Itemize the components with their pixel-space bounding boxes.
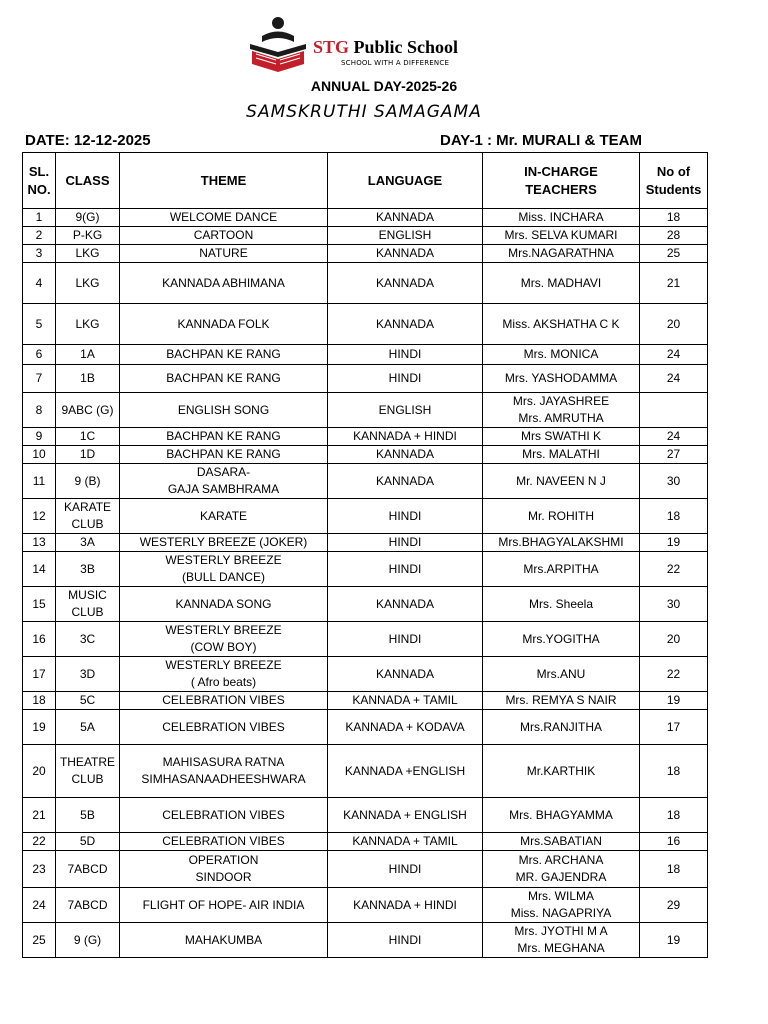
cell-teachers-line: Mrs. WILMA <box>528 889 594 903</box>
cell-theme <box>120 345 328 365</box>
cell-teachers-line: Mrs. MALATHI <box>522 447 600 461</box>
cell-students: 19 <box>640 692 708 710</box>
cell-teachers-line: Mrs.ARPITHA <box>523 561 599 576</box>
cell-students <box>640 393 708 428</box>
cell-theme-line: BACHPAN KE RANG <box>166 347 281 361</box>
cell-sl-no: 19 <box>23 710 56 745</box>
cell-teachers-line: Mrs.BHAGYALAKSHMI <box>498 535 624 549</box>
header-sl-line2: NO. <box>27 181 51 197</box>
cell-theme-line: DASARA- <box>196 465 251 479</box>
cell-teachers-line: Mrs SWATHI K <box>521 429 601 443</box>
table-row <box>23 263 708 304</box>
cell-class-line: CLUB <box>71 605 104 619</box>
cell-class-line: 7ABCD <box>67 861 108 876</box>
cell-students: 18 <box>640 499 708 534</box>
cell-theme <box>120 534 328 552</box>
cell-teachers <box>483 888 640 923</box>
cell-class-line: 1C <box>79 429 96 443</box>
cell-class <box>56 209 120 227</box>
cell-class <box>56 888 120 923</box>
cell-teachers-line: MR. GAJENDRA <box>515 870 607 884</box>
cell-class <box>56 622 120 657</box>
cell-teachers <box>483 622 640 657</box>
cell-students: 25 <box>640 245 708 263</box>
cell-class-line: 7ABCD <box>67 897 108 912</box>
cell-class-line: KARATE <box>63 500 112 514</box>
cell-theme <box>120 464 328 499</box>
cell-theme-line: BACHPAN KE RANG <box>166 371 281 385</box>
cell-theme <box>120 923 328 958</box>
cell-teachers <box>483 428 640 446</box>
cell-theme <box>120 304 328 345</box>
cell-sl-no: 14 <box>23 552 56 587</box>
cell-class <box>56 657 120 692</box>
cell-class-line: 1D <box>79 447 96 461</box>
cell-theme <box>120 263 328 304</box>
cell-class <box>56 851 120 888</box>
cell-teachers-line: Miss. NAGAPRIYA <box>510 906 612 920</box>
cell-teachers-line: Mr. ROHITH <box>528 508 594 523</box>
cell-teachers <box>483 587 640 622</box>
cell-students: 24 <box>640 428 708 446</box>
cell-language: KANNADA +ENGLISH <box>328 745 483 798</box>
cell-class <box>56 428 120 446</box>
cell-class <box>56 710 120 745</box>
cell-class <box>56 304 120 345</box>
cell-theme <box>120 446 328 464</box>
cell-students: 19 <box>640 534 708 552</box>
cell-theme <box>120 428 328 446</box>
header-sl-no <box>23 153 56 209</box>
cell-class <box>56 534 120 552</box>
cell-class <box>56 798 120 833</box>
cell-teachers-line: Mrs.NAGARATHNA <box>508 246 614 260</box>
cell-teachers <box>483 851 640 888</box>
cell-teachers <box>483 304 640 345</box>
cell-students: 30 <box>640 587 708 622</box>
cell-teachers <box>483 263 640 304</box>
cell-class <box>56 227 120 245</box>
header-teachers-line2: TEACHERS <box>525 181 597 197</box>
cell-teachers-line: Mrs.ANU <box>536 666 586 681</box>
program-name: SAMSKRUTHI SAMAGAMA <box>246 102 482 122</box>
cell-class-line: CLUB <box>71 517 104 531</box>
cell-teachers-line: Mr.KARTHIK <box>526 763 596 778</box>
cell-theme <box>120 833 328 851</box>
cell-language: KANNADA <box>328 245 483 263</box>
cell-class-line: 3C <box>79 631 96 646</box>
cell-language: ENGLISH <box>328 227 483 245</box>
table-row <box>23 304 708 345</box>
cell-sl-no: 24 <box>23 888 56 923</box>
cell-sl-no: 16 <box>23 622 56 657</box>
cell-theme <box>120 393 328 428</box>
book-reader-icon <box>248 16 310 74</box>
cell-teachers <box>483 365 640 393</box>
cell-theme-line: NATURE <box>199 246 248 260</box>
cell-language: HINDI <box>328 622 483 657</box>
cell-teachers <box>483 464 640 499</box>
cell-language: KANNADA <box>328 263 483 304</box>
cell-language: HINDI <box>328 923 483 958</box>
cell-sl-no: 23 <box>23 851 56 888</box>
table-row <box>23 345 708 365</box>
cell-theme-line: (BULL DANCE) <box>182 570 265 584</box>
header-class: CLASS <box>56 153 120 209</box>
cell-theme-line: MAHISASURA RATNA <box>162 755 285 769</box>
cell-class-line: P-KG <box>72 228 103 242</box>
cell-class <box>56 833 120 851</box>
cell-theme-line: WESTERLY BREEZE <box>165 553 282 567</box>
cell-sl-no: 2 <box>23 227 56 245</box>
cell-class <box>56 745 120 798</box>
table-row <box>23 798 708 833</box>
table-row <box>23 923 708 958</box>
cell-teachers-line: Miss. INCHARA <box>518 210 604 224</box>
cell-teachers-line: Mrs. JAYASHREE <box>512 394 610 408</box>
cell-theme <box>120 227 328 245</box>
cell-class <box>56 692 120 710</box>
cell-language: KANNADA <box>328 587 483 622</box>
table-row <box>23 622 708 657</box>
cell-theme <box>120 245 328 263</box>
day-team: DAY-1 : Mr. MURALI & TEAM <box>440 132 642 149</box>
cell-sl-no: 5 <box>23 304 56 345</box>
header-sl-line1: SL. <box>28 163 50 179</box>
table-row <box>23 692 708 710</box>
cell-class <box>56 345 120 365</box>
header-language: LANGUAGE <box>328 153 483 209</box>
cell-teachers-line: Mrs. SELVA KUMARI <box>504 228 618 242</box>
cell-students: 27 <box>640 446 708 464</box>
event-title: ANNUAL DAY-2025-26 <box>310 78 458 94</box>
header-students-line2: Students <box>645 181 702 197</box>
cell-class <box>56 587 120 622</box>
cell-teachers <box>483 345 640 365</box>
cell-teachers <box>483 393 640 428</box>
cell-language: KANNADA <box>328 657 483 692</box>
cell-language: HINDI <box>328 552 483 587</box>
cell-sl-no: 10 <box>23 446 56 464</box>
cell-teachers <box>483 499 640 534</box>
cell-teachers-line: Mr. NAVEEN N J <box>516 473 606 488</box>
cell-class-line: LKG <box>75 275 100 290</box>
cell-sl-no: 17 <box>23 657 56 692</box>
table-row <box>23 534 708 552</box>
cell-class-line: LKG <box>75 246 100 260</box>
cell-students: 18 <box>640 209 708 227</box>
cell-class <box>56 263 120 304</box>
cell-theme <box>120 587 328 622</box>
table-row <box>23 833 708 851</box>
cell-theme-line: BACHPAN KE RANG <box>166 429 281 443</box>
cell-teachers <box>483 209 640 227</box>
cell-students: 18 <box>640 745 708 798</box>
cell-teachers-line: Miss. AKSHATHA C K <box>502 316 620 331</box>
cell-sl-no: 8 <box>23 393 56 428</box>
cell-class <box>56 464 120 499</box>
cell-theme-line: MAHAKUMBA <box>184 932 263 947</box>
cell-class-line: 9 (B) <box>74 473 101 488</box>
cell-class-line: 9ABC (G) <box>61 402 114 417</box>
cell-teachers <box>483 833 640 851</box>
cell-theme <box>120 888 328 923</box>
cell-class <box>56 245 120 263</box>
cell-teachers-line: Mrs. MEGHANA <box>517 941 605 955</box>
cell-sl-no: 20 <box>23 745 56 798</box>
cell-theme <box>120 851 328 888</box>
cell-teachers <box>483 446 640 464</box>
cell-language: KANNADA <box>328 464 483 499</box>
cell-theme-line: ( Afro beats) <box>190 675 257 689</box>
cell-class-line: LKG <box>75 316 100 331</box>
cell-class <box>56 365 120 393</box>
table-row <box>23 587 708 622</box>
cell-class-line: MUSIC <box>68 588 107 602</box>
table-row <box>23 393 708 428</box>
school-name-prefix: STG <box>313 37 350 57</box>
cell-theme <box>120 745 328 798</box>
cell-class-line: 5D <box>79 834 96 848</box>
cell-language: KANNADA + HINDI <box>328 428 483 446</box>
cell-language: KANNADA + TAMIL <box>328 833 483 851</box>
cell-language: ENGLISH <box>328 393 483 428</box>
cell-theme-line: FLIGHT OF HOPE- AIR INDIA <box>142 897 305 912</box>
cell-students: 18 <box>640 798 708 833</box>
cell-students: 22 <box>640 552 708 587</box>
cell-teachers-line: Mrs.YOGITHA <box>522 631 600 646</box>
cell-sl-no: 3 <box>23 245 56 263</box>
cell-theme-line: BACHPAN KE RANG <box>166 447 281 461</box>
cell-sl-no: 4 <box>23 263 56 304</box>
cell-language: KANNADA + HINDI <box>328 888 483 923</box>
cell-theme-line: CELEBRATION VIBES <box>162 719 285 734</box>
cell-theme-line: (COW BOY) <box>190 640 257 654</box>
cell-theme <box>120 692 328 710</box>
cell-sl-no: 25 <box>23 923 56 958</box>
cell-class-line: THEATRE <box>59 755 116 769</box>
cell-sl-no: 18 <box>23 692 56 710</box>
table-row <box>23 552 708 587</box>
cell-sl-no: 11 <box>23 464 56 499</box>
cell-theme-line: SINDOOR <box>195 870 252 884</box>
cell-theme-line: KANNADA ABHIMANA <box>162 275 285 290</box>
table-row <box>23 851 708 888</box>
table-row <box>23 245 708 263</box>
cell-teachers-line: Mrs. Sheela <box>528 596 594 611</box>
cell-theme-line: WESTERLY BREEZE <box>165 658 282 672</box>
cell-students: 16 <box>640 833 708 851</box>
cell-class-line: 9 (G) <box>73 932 102 947</box>
cell-sl-no: 9 <box>23 428 56 446</box>
table-body <box>23 209 708 958</box>
cell-students: 30 <box>640 464 708 499</box>
cell-class-line: 5B <box>80 807 95 822</box>
cell-students: 21 <box>640 263 708 304</box>
school-name-rest: Public School <box>349 37 459 57</box>
cell-theme <box>120 209 328 227</box>
cell-teachers-line: Mrs. REMYA S NAIR <box>505 693 617 707</box>
cell-theme-line: WESTERLY BREEZE <box>165 623 282 637</box>
cell-teachers-line: Mrs. JYOTHI M A <box>514 924 608 938</box>
table-row <box>23 710 708 745</box>
cell-teachers <box>483 227 640 245</box>
cell-language: HINDI <box>328 345 483 365</box>
cell-theme <box>120 798 328 833</box>
cell-teachers-line: Mrs. MADHAVI <box>520 275 602 290</box>
cell-students: 18 <box>640 851 708 888</box>
cell-class <box>56 552 120 587</box>
table-row <box>23 657 708 692</box>
event-date: DATE: 12-12-2025 <box>25 132 151 149</box>
cell-teachers-line: Mrs. AMRUTHA <box>518 411 604 425</box>
school-tagline: SCHOOL WITH A DIFFERENCE <box>341 59 450 67</box>
cell-students: 24 <box>640 365 708 393</box>
cell-theme-line: GAJA SAMBHRAMA <box>167 482 280 496</box>
cell-class-line: 1B <box>80 371 95 385</box>
cell-language: KANNADA + ENGLISH <box>328 798 483 833</box>
cell-teachers-line: Mrs. ARCHANA <box>518 853 604 867</box>
cell-teachers <box>483 657 640 692</box>
table-row <box>23 428 708 446</box>
cell-language: HINDI <box>328 851 483 888</box>
cell-class-line: 3D <box>79 666 96 681</box>
cell-students: 20 <box>640 622 708 657</box>
cell-students: 24 <box>640 345 708 365</box>
cell-sl-no: 22 <box>23 833 56 851</box>
cell-students: 19 <box>640 923 708 958</box>
cell-theme-line: KARATE <box>199 508 248 523</box>
cell-theme-line: KANNADA FOLK <box>177 316 270 331</box>
table-header-row <box>23 153 708 209</box>
table-row <box>23 227 708 245</box>
cell-teachers-line: Mrs.SABATIAN <box>520 834 602 848</box>
table-row <box>23 446 708 464</box>
table-row <box>23 888 708 923</box>
cell-teachers-line: Mrs. MONICA <box>523 347 599 361</box>
cell-theme-line: KANNADA SONG <box>175 596 272 611</box>
cell-sl-no: 21 <box>23 798 56 833</box>
table-row <box>23 365 708 393</box>
cell-teachers <box>483 552 640 587</box>
header-students <box>640 153 708 209</box>
cell-sl-no: 15 <box>23 587 56 622</box>
cell-language: HINDI <box>328 365 483 393</box>
header-teachers <box>483 153 640 209</box>
header-students-line1: No of <box>656 163 691 179</box>
cell-language: KANNADA + TAMIL <box>328 692 483 710</box>
table-row <box>23 499 708 534</box>
cell-language: KANNADA + KODAVA <box>328 710 483 745</box>
cell-students: 28 <box>640 227 708 245</box>
cell-students: 20 <box>640 304 708 345</box>
cell-sl-no: 1 <box>23 209 56 227</box>
cell-theme-line: CELEBRATION VIBES <box>162 807 285 822</box>
cell-theme-line: CELEBRATION VIBES <box>162 693 285 707</box>
cell-class-line: 5A <box>80 719 95 734</box>
cell-theme <box>120 552 328 587</box>
cell-theme-line: WELCOME DANCE <box>169 210 278 224</box>
cell-teachers <box>483 710 640 745</box>
cell-theme-line: CARTOON <box>193 228 254 242</box>
cell-language: KANNADA <box>328 209 483 227</box>
cell-class-line: 3B <box>80 561 95 576</box>
cell-teachers <box>483 798 640 833</box>
cell-theme <box>120 657 328 692</box>
cell-theme-line: OPERATION <box>188 853 259 867</box>
cell-sl-no: 13 <box>23 534 56 552</box>
cell-class-line: 5C <box>79 693 96 707</box>
header-theme: THEME <box>120 153 328 209</box>
header-teachers-line1: IN-CHARGE <box>524 163 598 179</box>
cell-theme <box>120 710 328 745</box>
cell-students: 29 <box>640 888 708 923</box>
cell-theme-line: WESTERLY BREEZE (JOKER) <box>139 535 308 549</box>
cell-teachers-line: Mrs. YASHODAMMA <box>504 371 618 385</box>
cell-class-line: CLUB <box>71 772 104 786</box>
cell-sl-no: 12 <box>23 499 56 534</box>
cell-teachers <box>483 245 640 263</box>
cell-teachers <box>483 534 640 552</box>
cell-sl-no: 7 <box>23 365 56 393</box>
cell-theme <box>120 365 328 393</box>
cell-teachers-line: Mrs. BHAGYAMMA <box>509 807 613 822</box>
table-row <box>23 745 708 798</box>
cell-class-line: 9(G) <box>75 210 100 224</box>
cell-teachers <box>483 745 640 798</box>
cell-language: KANNADA <box>328 304 483 345</box>
table-row <box>23 464 708 499</box>
cell-students: 22 <box>640 657 708 692</box>
cell-class <box>56 446 120 464</box>
cell-students: 17 <box>640 710 708 745</box>
school-name <box>313 37 458 58</box>
cell-theme <box>120 622 328 657</box>
cell-language: HINDI <box>328 499 483 534</box>
cell-class <box>56 923 120 958</box>
cell-sl-no: 6 <box>23 345 56 365</box>
cell-theme <box>120 499 328 534</box>
school-logo <box>248 16 498 74</box>
cell-teachers-line: Mrs.RANJITHA <box>520 719 602 734</box>
cell-class <box>56 393 120 428</box>
cell-theme-line: CELEBRATION VIBES <box>162 834 285 848</box>
cell-theme-line: SIMHASANAADHEESHWARA <box>141 772 306 786</box>
cell-language: HINDI <box>328 534 483 552</box>
program-table <box>22 152 708 958</box>
cell-teachers <box>483 923 640 958</box>
cell-language: KANNADA <box>328 446 483 464</box>
table-row <box>23 209 708 227</box>
cell-theme-line: ENGLISH SONG <box>177 402 270 417</box>
cell-class-line: 1A <box>80 347 95 361</box>
cell-class <box>56 499 120 534</box>
cell-class-line: 3A <box>80 535 95 549</box>
cell-teachers <box>483 692 640 710</box>
